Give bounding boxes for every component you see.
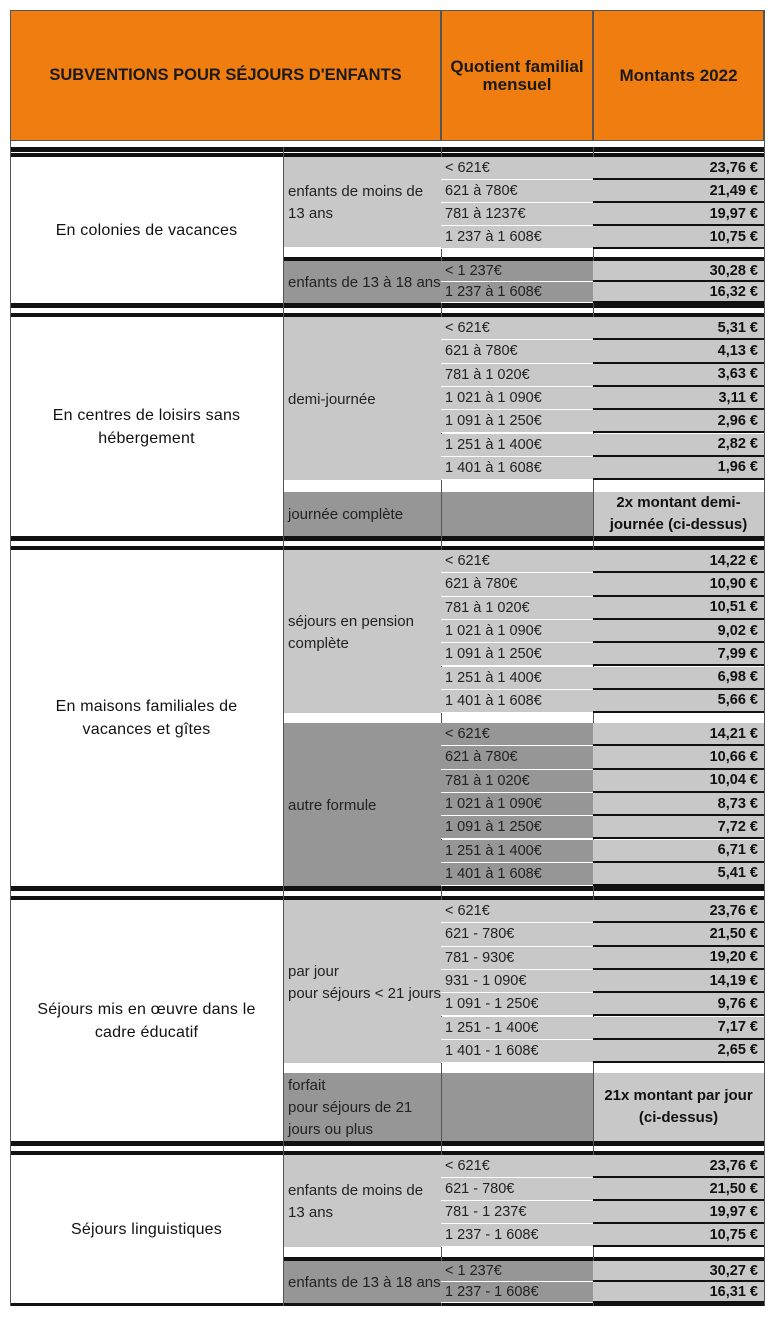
amount-cell: 5,66 € xyxy=(593,690,764,713)
qf-range-cell: 1 251 à 1 400€ xyxy=(441,840,593,863)
amount-cell: 5,31 € xyxy=(593,317,764,340)
qf-range-cell: < 621€ xyxy=(441,900,593,923)
qf-range-cell: 1 237 - 1 608€ xyxy=(441,1224,593,1247)
amount-cell: 30,28 € xyxy=(593,261,764,282)
amount-cell: 5,41 € xyxy=(593,863,764,886)
qf-range-cell: < 621€ xyxy=(441,550,593,573)
subgroup-label: séjours en pension complète xyxy=(288,612,414,652)
amount-cell: 21,49 € xyxy=(593,180,764,203)
category-colonies-label: En colonies de vacances xyxy=(55,221,238,239)
amount-note-line2: (ci-dessus) xyxy=(638,1109,719,1126)
category-educatif xyxy=(10,900,283,1141)
amount-cell: 2,82 € xyxy=(593,434,764,457)
header-qf-line2: mensuel xyxy=(482,74,552,94)
amount-cell: 23,76 € xyxy=(593,1155,764,1178)
amount-cell: 16,31 € xyxy=(593,1282,764,1303)
amount-cell: 10,90 € xyxy=(593,573,764,596)
amount-note-educatif xyxy=(593,1073,764,1141)
section-divider xyxy=(10,303,764,308)
grid-line xyxy=(10,10,11,1306)
subgroup-label-line1: forfait xyxy=(288,1077,326,1094)
amount-cell: 21,50 € xyxy=(593,923,764,946)
qf-range-cell: < 621€ xyxy=(441,1155,593,1178)
qf-range-cell: 1 091 à 1 250€ xyxy=(441,410,593,433)
subgroup-educatif-forfait xyxy=(284,1073,441,1141)
subgroup-label: enfants de 13 à 18 ans xyxy=(288,274,441,291)
amount-note-loisirs xyxy=(593,492,764,536)
section-divider xyxy=(10,886,764,891)
qf-range-cell: 621 à 780€ xyxy=(441,573,593,596)
qf-range-cell: 621 à 780€ xyxy=(441,180,593,203)
header-amount: Montants 2022 xyxy=(619,65,738,85)
subgroup-label-line2: pour séjours < 21 jours xyxy=(288,984,442,1002)
qf-range-cell: 1 251 à 1 400€ xyxy=(441,434,593,457)
qf-range-cell: < 1 237€ xyxy=(441,1261,593,1282)
amount-cell: 10,75 € xyxy=(593,226,764,249)
amount-cell: 21,50 € xyxy=(593,1178,764,1201)
subgroup-loisirs-demi xyxy=(284,317,441,480)
qf-range-cell: 1 091 à 1 250€ xyxy=(441,643,593,666)
qf-range-cell: 781 à 1237€ xyxy=(441,203,593,226)
amount-cell: 7,99 € xyxy=(593,643,764,666)
amount-cell: 2,96 € xyxy=(593,410,764,433)
subgroup-colonies-under13 xyxy=(284,157,441,247)
category-maisons xyxy=(10,550,283,886)
qf-range-cell: 621 à 780€ xyxy=(441,746,593,769)
amount-cell: 6,98 € xyxy=(593,667,764,690)
qf-range-cell: 621 à 780€ xyxy=(441,340,593,363)
amount-cell: 14,19 € xyxy=(593,970,764,993)
amount-cell: 3,63 € xyxy=(593,364,764,387)
amount-cell: 19,20 € xyxy=(593,947,764,970)
table-bottom-border xyxy=(10,1303,764,1306)
amount-cell: 9,76 € xyxy=(593,993,764,1016)
section-divider xyxy=(10,536,764,541)
grid-line xyxy=(764,10,765,1306)
amount-cell: 23,76 € xyxy=(593,157,764,180)
amount-cell: 10,66 € xyxy=(593,746,764,769)
amount-cell: 30,27 € xyxy=(593,1261,764,1282)
qf-range-cell: 1 021 à 1 090€ xyxy=(441,793,593,816)
subgroup-maisons-pension xyxy=(284,550,441,713)
gap xyxy=(284,480,764,492)
category-linguistiques-label: Séjours linguistiques xyxy=(71,1220,222,1238)
amount-cell: 3,11 € xyxy=(593,387,764,410)
qf-range-cell: 1 251 à 1 400€ xyxy=(441,667,593,690)
qf-range-cell: 1 237 - 1 608€ xyxy=(441,1282,593,1303)
qf-range-cell: 781 - 1 237€ xyxy=(441,1201,593,1224)
subgroup-label: enfants de moins de 13 ans xyxy=(288,183,424,222)
qf-range-cell: 1 091 - 1 250€ xyxy=(441,993,593,1016)
amount-cell: 19,97 € xyxy=(593,203,764,226)
qf-range-cell: 781 à 1 020€ xyxy=(441,597,593,620)
gap xyxy=(284,1063,764,1073)
gap xyxy=(284,713,764,723)
qf-range-cell: 1 401 à 1 608€ xyxy=(441,690,593,713)
amount-cell: 7,17 € xyxy=(593,1017,764,1040)
qf-empty xyxy=(441,492,593,536)
subgroup-ling-13-18 xyxy=(284,1261,441,1303)
subgroup-label-line2: pour séjours de 21 jours ou plus xyxy=(288,1099,413,1138)
subgroup-label: enfants de 13 à 18 ans xyxy=(288,1274,441,1291)
subgroup-label-line1: par jour xyxy=(288,962,339,980)
qf-range-cell: < 1 237€ xyxy=(441,261,593,282)
qf-empty xyxy=(441,1073,593,1141)
qf-range-cell: 1 021 à 1 090€ xyxy=(441,387,593,410)
subgroup-maisons-autre xyxy=(284,723,441,886)
section-divider xyxy=(10,1141,764,1146)
qf-range-cell: 1 237 à 1 608€ xyxy=(441,226,593,249)
subgroup-colonies-13-18 xyxy=(284,261,441,303)
qf-range-cell: 1 401 - 1 608€ xyxy=(441,1040,593,1063)
amount-cell: 10,51 € xyxy=(593,597,764,620)
gap xyxy=(284,1247,764,1257)
qf-range-cell: 1 401 à 1 608€ xyxy=(441,457,593,480)
subgroup-loisirs-complete xyxy=(284,492,441,536)
qf-range-cell: 1 251 - 1 400€ xyxy=(441,1017,593,1040)
header-title: SUBVENTIONS POUR SÉJOURS D'ENFANTS xyxy=(49,66,402,84)
qf-range-cell: < 621€ xyxy=(441,317,593,340)
category-colonies xyxy=(10,157,283,303)
amount-cell: 14,22 € xyxy=(593,550,764,573)
amount-cell: 10,04 € xyxy=(593,770,764,793)
amount-cell: 7,72 € xyxy=(593,816,764,839)
amount-cell: 6,71 € xyxy=(593,840,764,863)
amount-cell: 8,73 € xyxy=(593,793,764,816)
header-amount-cell xyxy=(593,10,764,141)
qf-range-cell: 781 - 930€ xyxy=(441,947,593,970)
amount-note-line1: 21x montant par jour xyxy=(604,1087,753,1104)
amount-cell: 4,13 € xyxy=(593,340,764,363)
amount-cell: 23,76 € xyxy=(593,900,764,923)
amount-cell: 16,32 € xyxy=(593,282,764,303)
subgroup-label: journée complète xyxy=(288,506,404,523)
amount-cell: 14,21 € xyxy=(593,723,764,746)
qf-range-cell: 1 401 à 1 608€ xyxy=(441,863,593,886)
amount-note: 2x montant demi-journée (ci-dessus) xyxy=(609,494,748,533)
qf-range-cell: 1 091 à 1 250€ xyxy=(441,816,593,839)
subgroup-educatif-jour xyxy=(284,900,441,1063)
section-divider xyxy=(10,147,764,152)
qf-range-cell: 1 237 à 1 608€ xyxy=(441,282,593,303)
category-loisirs xyxy=(10,317,283,536)
category-maisons-label: En maisons familiales de vacances et gîtes xyxy=(55,698,238,738)
header-qf-line1: Quotient familial xyxy=(450,56,584,76)
category-loisirs-label: En centres de loisirs sans hébergement xyxy=(52,406,241,447)
amount-cell: 2,65 € xyxy=(593,1040,764,1063)
header-qf-cell xyxy=(441,10,593,141)
subgroup-label: demi-journée xyxy=(288,390,376,408)
category-linguistiques xyxy=(10,1155,283,1303)
subgroup-ling-under13 xyxy=(284,1155,441,1247)
grid-line xyxy=(283,147,284,1306)
amount-cell: 9,02 € xyxy=(593,620,764,643)
amount-cell: 19,97 € xyxy=(593,1201,764,1224)
qf-range-cell: < 621€ xyxy=(441,157,593,180)
subgroup-label: enfants de moins de 13 ans xyxy=(288,1182,424,1221)
qf-range-cell: < 621€ xyxy=(441,723,593,746)
qf-range-cell: 781 à 1 020€ xyxy=(441,770,593,793)
qf-range-cell: 621 - 780€ xyxy=(441,923,593,946)
amount-cell: 1,96 € xyxy=(593,457,764,480)
subgroup-label: autre formule xyxy=(288,796,377,814)
qf-range-cell: 931 - 1 090€ xyxy=(441,970,593,993)
header-title-cell xyxy=(10,10,441,141)
qf-range-cell: 621 - 780€ xyxy=(441,1178,593,1201)
category-educatif-label: Séjours mis en œuvre dans le cadre éducatif xyxy=(37,1000,256,1041)
qf-range-cell: 781 à 1 020€ xyxy=(441,364,593,387)
qf-range-cell: 1 021 à 1 090€ xyxy=(441,620,593,643)
amount-cell: 10,75 € xyxy=(593,1224,764,1247)
